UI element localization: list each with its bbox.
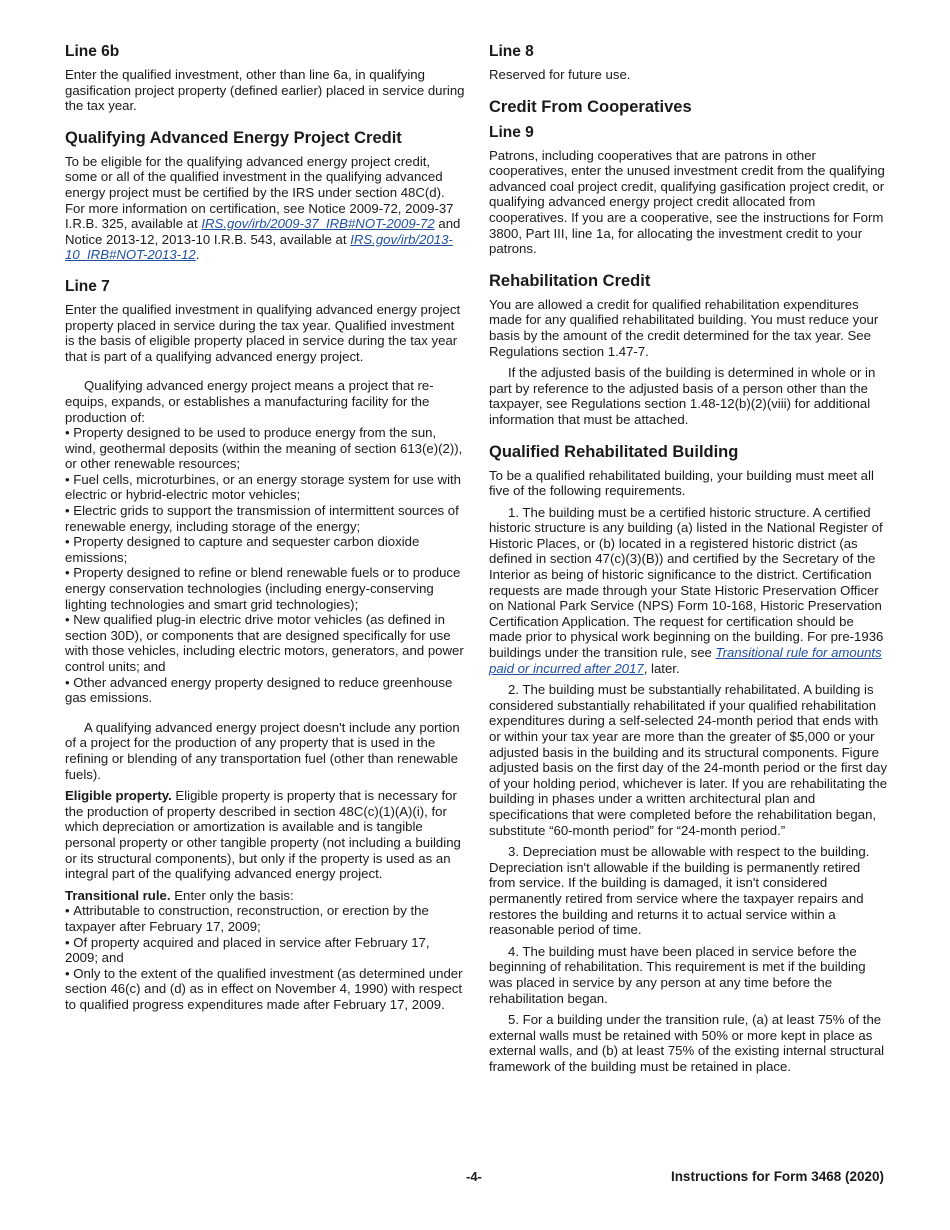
form-title: Instructions for Form 3468 (2020) — [670, 1169, 884, 1184]
rehab-text-2: If the adjusted basis of the building is determined in whole or in part by reference to the adjusted basis of a person other than the taxpayer, see Regulations section 1.48-12(b)(2)(viii) for additional information that must be attached. — [489, 365, 876, 427]
line9-heading: Line 9 — [489, 123, 534, 141]
transitional-bullet: • Only to the extent of the qualified investment (as determined under section 46(c) and (d) as in effect on November 4, 1990) with respect to qualified progress expenditures made after February 17, 2009. — [65, 966, 465, 1013]
requirement-5: 5. For a building under the transition rule, (a) at least 75% of the external walls must be retained with 50% or more kept in place as external walls, and (b) at least 75% of the existing internal structural framework of the building must be retained in place. — [489, 1012, 885, 1074]
notice-2013-12-link[interactable]: IRS.gov/irb/2013-10_IRB#NOT-2013-12 — [65, 231, 453, 263]
qaep-bullet: • Other advanced energy property designed to reduce greenhouse gas emissions. — [65, 675, 465, 706]
eligible-property-label: Eligible property. — [65, 788, 172, 804]
qaepc-text-3: . — [195, 247, 200, 263]
requirement-2: 2. The building must be substantially rehabilitated. A building is considered substantially rehabilitated if your qualified rehabilitation expenditures during a self-selected 24-month period that ends with or within your tax year are more than the greater of $5,000 or your adjusted basis in the building and its structural components. Figure adjusted basis on the first day of the 24-month period or the first day of your holding period, whichever is later. If you are rehabilitating the building in phases under a written architectural plan and specifications that were completed before the rehabilitation began, substitute “60-month period” for “24-month period.” — [489, 682, 888, 838]
qaepc-paragraph — [65, 154, 465, 263]
qaep-bullet: • Property designed to capture and sequester carbon dioxide emissions; — [65, 534, 465, 565]
transitional-bullet: • Attributable to construction, reconstruction, or erection by the taxpayer after February 17, 2009; — [65, 903, 465, 934]
transitional-rule-link[interactable]: Transitional rule for amounts paid or incurred after 2017 — [489, 645, 882, 676]
qaep-bullet: • Fuel cells, microturbines, or an energy storage system for use with electric or hybrid-electric motor vehicles; — [65, 472, 465, 503]
requirement-4: 4. The building must have been placed in service before the beginning of rehabilitation. This requirement is met if the building was placed in service by any person at any time before the rehabilitation began. — [489, 943, 866, 1006]
right-column — [489, 42, 889, 1080]
qaepc-heading: Qualifying Advanced Energy Project Credit — [65, 128, 402, 147]
rehab-heading: Rehabilitation Credit — [489, 271, 651, 290]
requirement-1-tail: , later. — [643, 660, 680, 676]
page-number: -4- — [466, 1169, 482, 1184]
qaepc-text-2: and Notice 2013-12, 2013-10 I.R.B. 543, available at — [65, 216, 461, 247]
qrb-intro: To be a qualified rehabilitated building, your building must meet all five of the following requirements. — [489, 467, 874, 499]
left-column — [65, 42, 465, 1012]
qaepc-text-1: To be eligible for the qualifying advanced energy project credit, some or all of the qualified investment in the qualifying advanced energy project must be certified by the IRS under section 48C(d). For more information on certification, see Notice 2009-72, 2009-37 I.R.B. 325, available at — [65, 153, 454, 232]
line7-heading: Line 7 — [65, 277, 110, 295]
qaep-exclusion: A qualifying advanced energy project doesn't include any portion of a project for the production of any property that is used in the refining or blending of any transportation fuel (other than renewable fuels). — [65, 719, 460, 782]
qaep-intro: Qualifying advanced energy project means a project that re-equips, expands, or establishes a manufacturing facility for the production of: — [65, 378, 434, 425]
line9-text: Patrons, including cooperatives that are patrons in other cooperatives, enter the unused investment credit from the qualifying advanced coal project credit, qualifying gasification project credit, or qualifying advanced energy project credit allocated from cooperatives. If you are a cooperative, see the instructions for Form 3800, Part III, line 1a, for allocating the investment credit to your patrons. — [489, 147, 885, 257]
notice-2009-72-link[interactable]: IRS.gov/irb/2009-37_IRB#NOT-2009-72 — [201, 216, 435, 232]
transitional-rule-text: Enter only the basis: — [170, 887, 294, 903]
eligible-property-paragraph — [65, 788, 465, 882]
rehab-text-1: You are allowed a credit for qualified rehabilitation expenditures made for any qualified rehabilitated building. You must reduce your basis by the amount of the credit determined for the tax year. See Regulations section 1.47-7. — [489, 296, 879, 359]
coop-heading: Credit From Cooperatives — [489, 97, 692, 116]
line6b-text: Enter the qualified investment, other than line 6a, in qualifying gasification project property (defined earlier) placed in service during the tax year. — [65, 67, 465, 114]
requirement-3: 3. Depreciation must be allowable with respect to the building. Depreciation isn't allowable if the building is permanently retired from service. If the building is damaged, it isn't considered permanently retired from service where the taxpayer repairs and restores the building and returns it to actual service within a reasonable period of time. — [489, 844, 870, 938]
transitional-bullet: • Of property acquired and placed in service after February 17, 2009; and — [65, 935, 465, 966]
transitional-rule-label: Transitional rule. — [65, 887, 171, 903]
qaep-bullet: • Property designed to refine or blend renewable fuels or to produce energy conservation technologies (including energy-conserving lighting technologies and smart grid technologies); — [65, 565, 465, 612]
line8-heading: Line 8 — [489, 43, 534, 60]
requirement-1-text: 1. The building must be a certified historic structure. A certified historic structure is any building (a) listed in the National Register of Historic Places, or (b) located in a registered historic district (as defined in section 47(c)(3)(B)) and certified by the Secretary of the Interior as being of historic significance to the district. Certification requests are made through your State Historic Preservation Officer on National Park Service (NPS) Form 10-168, Historic Preservation Certification Application. The request for certification should be made prior to physical work beginning on the building. For pre-1936 buildings under the transition rule, see — [489, 504, 884, 661]
requirement-1 — [489, 505, 889, 677]
qrb-heading: Qualified Rehabilitated Building — [489, 442, 739, 461]
eligible-property-text: Eligible property is property that is necessary for the production of property described in section 48C(c)(1)(A)(i), for which depreciation or amortization is available and is tangible personal property or other tangible property (not including a building or its structural components), but only if the property is used as an integral part of the qualifying advanced energy project. — [65, 788, 461, 882]
qaep-bullet: • Electric grids to support the transmission of intermittent sources of renewable energy, including storage of the energy; — [65, 503, 465, 534]
line6b-heading: Line 6b — [65, 43, 120, 60]
qaep-bullet: • Property designed to be used to produce energy from the sun, wind, geothermal deposits (within the meaning of section 613(e)(2)), or other renewable resources; — [65, 425, 465, 472]
qaep-bullet: • New qualified plug-in electric drive motor vehicles (as defined in section 30D), or components that are designed specifically for use with those vehicles, including electric motors, generators, and power control units; and — [65, 612, 465, 674]
transitional-rule-paragraph — [65, 888, 465, 904]
line8-text: Reserved for future use. — [489, 67, 631, 82]
line7-text: Enter the qualified investment in qualifying advanced energy project property placed in service during the tax year. Qualified investment is the basis of eligible property placed in service during the tax year that is part of a qualifying advanced energy project. — [65, 301, 461, 364]
